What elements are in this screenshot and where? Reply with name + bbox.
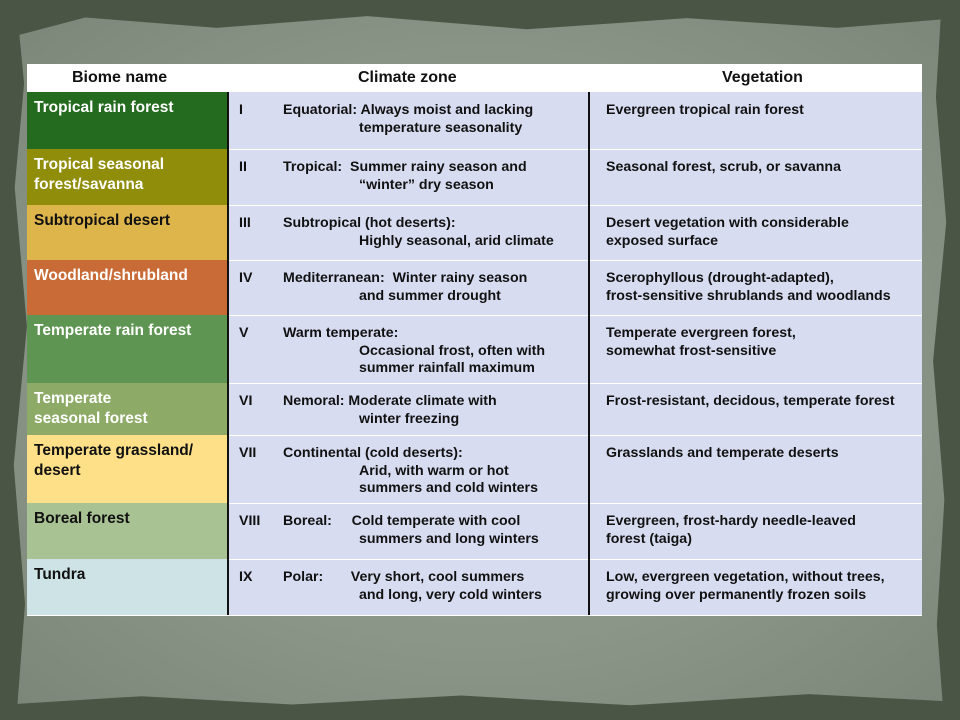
vegetation-line: frost-sensitive shrublands and woodlands xyxy=(606,287,891,304)
climate-zone-cell xyxy=(229,503,590,559)
biome-name-cell xyxy=(27,559,227,615)
climate-zone-cell xyxy=(229,260,590,315)
table-row xyxy=(27,149,922,206)
climate-zone-text xyxy=(283,569,542,604)
biome-name-line: Tropical seasonal xyxy=(34,156,165,173)
vegetation-cell xyxy=(590,260,922,315)
biome-name-cell xyxy=(27,435,227,503)
vegetation-line: Desert vegetation with considerable xyxy=(606,215,849,231)
biome-name-line: Tundra xyxy=(34,566,86,583)
table-row xyxy=(27,503,922,560)
climate-zone-line: summers and cold winters xyxy=(359,480,538,496)
biome-name-line: Temperate xyxy=(34,390,112,407)
climate-zone-text xyxy=(283,270,527,305)
climate-zone-text xyxy=(283,445,538,498)
biome-name-cell xyxy=(27,315,227,383)
climate-zone-text xyxy=(283,513,539,548)
climate-zone-cell xyxy=(229,559,590,615)
header-vegetation: Vegetation xyxy=(722,69,803,86)
climate-zone-line: Equatorial: Always moist and lacking xyxy=(283,102,534,118)
vegetation-line: Temperate evergreen forest, xyxy=(606,325,796,341)
vegetation-line: Low, evergreen vegetation, without trees, xyxy=(606,569,885,585)
vegetation-text xyxy=(606,325,922,360)
vegetation-text xyxy=(606,513,922,548)
biome-name-cell xyxy=(27,260,227,315)
climate-zone-line: temperature seasonality xyxy=(359,119,523,136)
climate-zone-line: “winter” dry season xyxy=(359,176,494,193)
climate-zone-text xyxy=(283,325,545,378)
biome-name-line: Tropical rain forest xyxy=(34,99,174,116)
table-row xyxy=(27,315,922,384)
zone-numeral: VII xyxy=(239,445,257,461)
vegetation-text xyxy=(606,102,922,120)
climate-zone-cell xyxy=(229,383,590,435)
climate-zone-line: summer rainfall maximum xyxy=(359,360,535,376)
vegetation-cell xyxy=(590,503,922,559)
vegetation-text xyxy=(606,159,922,177)
biome-name-line: Temperate grassland/ xyxy=(34,442,194,459)
biome-name-cell xyxy=(27,205,227,260)
vegetation-cell xyxy=(590,315,922,383)
zone-numeral: V xyxy=(239,325,249,341)
climate-zone-text xyxy=(283,393,497,428)
zone-numeral: III xyxy=(239,215,251,231)
table-row xyxy=(27,435,922,504)
zone-numeral: I xyxy=(239,102,243,118)
column-divider-2 xyxy=(588,92,590,615)
climate-zone-cell xyxy=(229,315,590,383)
climate-zone-line: Continental (cold deserts): xyxy=(283,445,463,461)
climate-zone-line: winter freezing xyxy=(359,410,460,427)
vegetation-cell xyxy=(590,205,922,260)
biome-name-line: forest/savanna xyxy=(34,176,144,193)
climate-zone-line: Arid, with warm or hot xyxy=(359,462,509,479)
climate-zone-line: summers and long winters xyxy=(359,530,539,547)
climate-zone-line: Warm temperate: xyxy=(283,325,399,341)
biome-name-cell xyxy=(27,92,227,149)
biome-name-line: Boreal forest xyxy=(34,510,130,527)
climate-zone-line: and summer drought xyxy=(359,287,501,304)
zone-numeral: VI xyxy=(239,393,253,409)
climate-zone-cell xyxy=(229,435,590,503)
vegetation-cell xyxy=(590,149,922,205)
vegetation-text xyxy=(606,393,922,411)
biome-name-line: seasonal forest xyxy=(34,410,148,427)
climate-zone-line: Nemoral: Moderate climate with xyxy=(283,393,497,409)
biome-name-cell xyxy=(27,383,227,435)
vegetation-line: Evergreen tropical rain forest xyxy=(606,102,804,118)
biome-name-line: Woodland/shrubland xyxy=(34,267,188,284)
table-row xyxy=(27,559,922,616)
vegetation-text xyxy=(606,215,922,250)
climate-zone-text xyxy=(283,159,527,194)
vegetation-text xyxy=(606,569,922,604)
climate-zone-line: Highly seasonal, arid climate xyxy=(359,232,554,249)
vegetation-text xyxy=(606,270,922,305)
vegetation-line: Scerophyllous (drought-adapted), xyxy=(606,270,834,286)
climate-zone-line: Mediterranean: Winter rainy season xyxy=(283,270,528,286)
zone-numeral: IX xyxy=(239,569,253,585)
biome-name-cell xyxy=(27,503,227,559)
vegetation-line: exposed surface xyxy=(606,232,718,249)
vegetation-text xyxy=(606,445,922,463)
climate-zone-line: Subtropical (hot deserts): xyxy=(283,215,456,231)
header-biome-name: Biome name xyxy=(72,69,168,86)
vegetation-cell xyxy=(590,559,922,615)
climate-zone-line: Boreal: Cold temperate with cool xyxy=(283,513,521,529)
vegetation-line: Frost-resistant, decidous, temperate forest xyxy=(606,393,895,409)
vegetation-line: growing over permanently frozen soils xyxy=(606,586,867,603)
vegetation-cell xyxy=(590,435,922,503)
zone-numeral: IV xyxy=(239,270,253,286)
table-row xyxy=(27,383,922,436)
vegetation-cell xyxy=(590,383,922,435)
climate-zone-line: Tropical: Summer rainy season and xyxy=(283,159,527,175)
zone-numeral: VIII xyxy=(239,513,261,529)
climate-zone-cell xyxy=(229,92,590,149)
climate-zone-line: and long, very cold winters xyxy=(359,586,542,603)
biome-name-cell xyxy=(27,149,227,205)
table-header xyxy=(27,64,922,92)
climate-zone-text xyxy=(283,215,554,250)
vegetation-cell xyxy=(590,92,922,149)
climate-zone-text xyxy=(283,102,533,137)
climate-zone-line: Polar: Very short, cool summers xyxy=(283,569,525,585)
climate-zone-line: Occasional frost, often with xyxy=(359,342,546,359)
header-climate-zone: Climate zone xyxy=(358,69,457,86)
zone-numeral: II xyxy=(239,159,247,175)
vegetation-line: Evergreen, frost-hardy needle-leaved xyxy=(606,513,856,529)
vegetation-line: forest (taiga) xyxy=(606,530,692,547)
table-row xyxy=(27,205,922,261)
column-divider-1 xyxy=(227,92,229,615)
biome-name-line: Subtropical desert xyxy=(34,212,171,229)
biome-table xyxy=(27,64,922,615)
biome-name-line: Temperate rain forest xyxy=(34,322,192,339)
biome-name-line: desert xyxy=(34,462,81,479)
climate-zone-cell xyxy=(229,205,590,260)
table-row xyxy=(27,260,922,316)
climate-zone-cell xyxy=(229,149,590,205)
vegetation-line: somewhat frost-sensitive xyxy=(606,342,777,359)
vegetation-line: Grasslands and temperate deserts xyxy=(606,445,839,461)
vegetation-line: Seasonal forest, scrub, or savanna xyxy=(606,159,841,175)
table-row xyxy=(27,92,922,150)
